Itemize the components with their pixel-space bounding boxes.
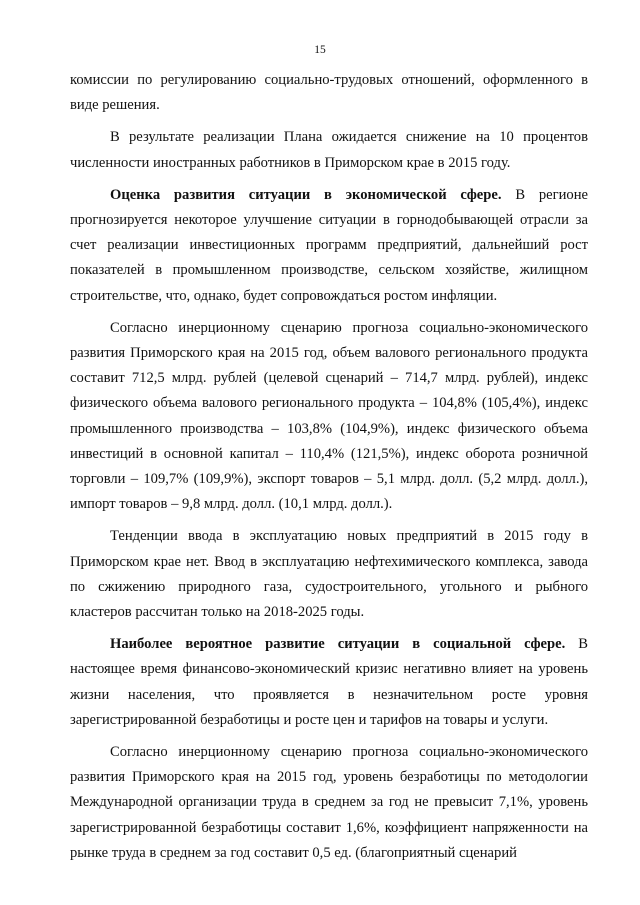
paragraph-text: В результате реализации Плана ожидается снижение на 10 процентов численности иностранных работников в Приморском крае в 2015 году.: [70, 129, 588, 171]
paragraph-economic-forecast: [70, 316, 588, 518]
page-body: [70, 68, 588, 866]
paragraph-text: комиссии по регулированию социально-трудовых отношений, оформленного в виде решения.: [70, 72, 588, 114]
paragraph-text: Согласно инерционному сценарию прогноза социально-экономического развития Приморского края на 2015 год, объем валового регионального продукта составит 712,5 млрд. рублей (целевой сценарий – 714,7 млрд. рублей), индекс физического объема валового регионального продукта – 104,8% (105,4%), индекс промышленного производства – 103,8% (104,9%), индекс физического объема инвестиций в основной капитал – 110,4% (121,5%), индекс оборота розничной торговли – 109,7% (109,9%), экспорт товаров – 5,1 млрд. долл. (5,2 млрд. долл.), импорт товаров – 9,8 млрд. долл. (10,1 млрд. долл.).: [70, 319, 588, 513]
paragraph-social-situation: [70, 632, 588, 733]
paragraph-text: В регионе прогнозируется некоторое улучшение ситуации в горнодобывающей отрасли за счет реализации инвестиционных программ предприятий, дальнейший рост показателей в промышленном производстве, сельском хозяйстве, жилищном строительстве, что, однако, будет сопровождаться ростом инфляции.: [70, 186, 588, 304]
paragraph-plan-result: [70, 125, 588, 175]
paragraph-text: В настоящее время финансово-экономический кризис негативно влияет на уровень жизни населения, что проявляется в незначительном росте уровня зарегистрированной безработицы и росте цен и тарифов на товары и услуги.: [70, 636, 588, 728]
page-number: 15: [314, 44, 326, 56]
paragraph-unemployment-forecast: [70, 740, 588, 866]
paragraph-continuation: [70, 68, 588, 118]
paragraph-text: Тенденции ввода в эксплуатацию новых предприятий в 2015 году в Приморском крае нет. Ввод в эксплуатацию нефтехимического комплекса, завода по сжижению природного газа, судостроительного, угольного и рыбного кластеров рассчитан только на 2018-2025 годы.: [70, 528, 588, 621]
paragraph-text: Согласно инерционному сценарию прогноза социально-экономического развития Приморского края на 2015 год, уровень безработицы по методологии Международной организации труда в среднем за год не превысит 7,1%, уровень зарегистрированной безработицы составит 1,6%, коэффициент напряженности на рынке труда в среднем за год составит 0,5 ед. (благоприятный сценарий: [70, 744, 588, 861]
section-heading-social: Наиболее вероятное развитие ситуации в социальной сфере.: [110, 636, 566, 653]
paragraph-economic-assessment: [70, 183, 588, 309]
paragraph-new-enterprises: [70, 524, 588, 625]
section-heading-economic: Оценка развития ситуации в экономической сфере.: [110, 186, 502, 203]
